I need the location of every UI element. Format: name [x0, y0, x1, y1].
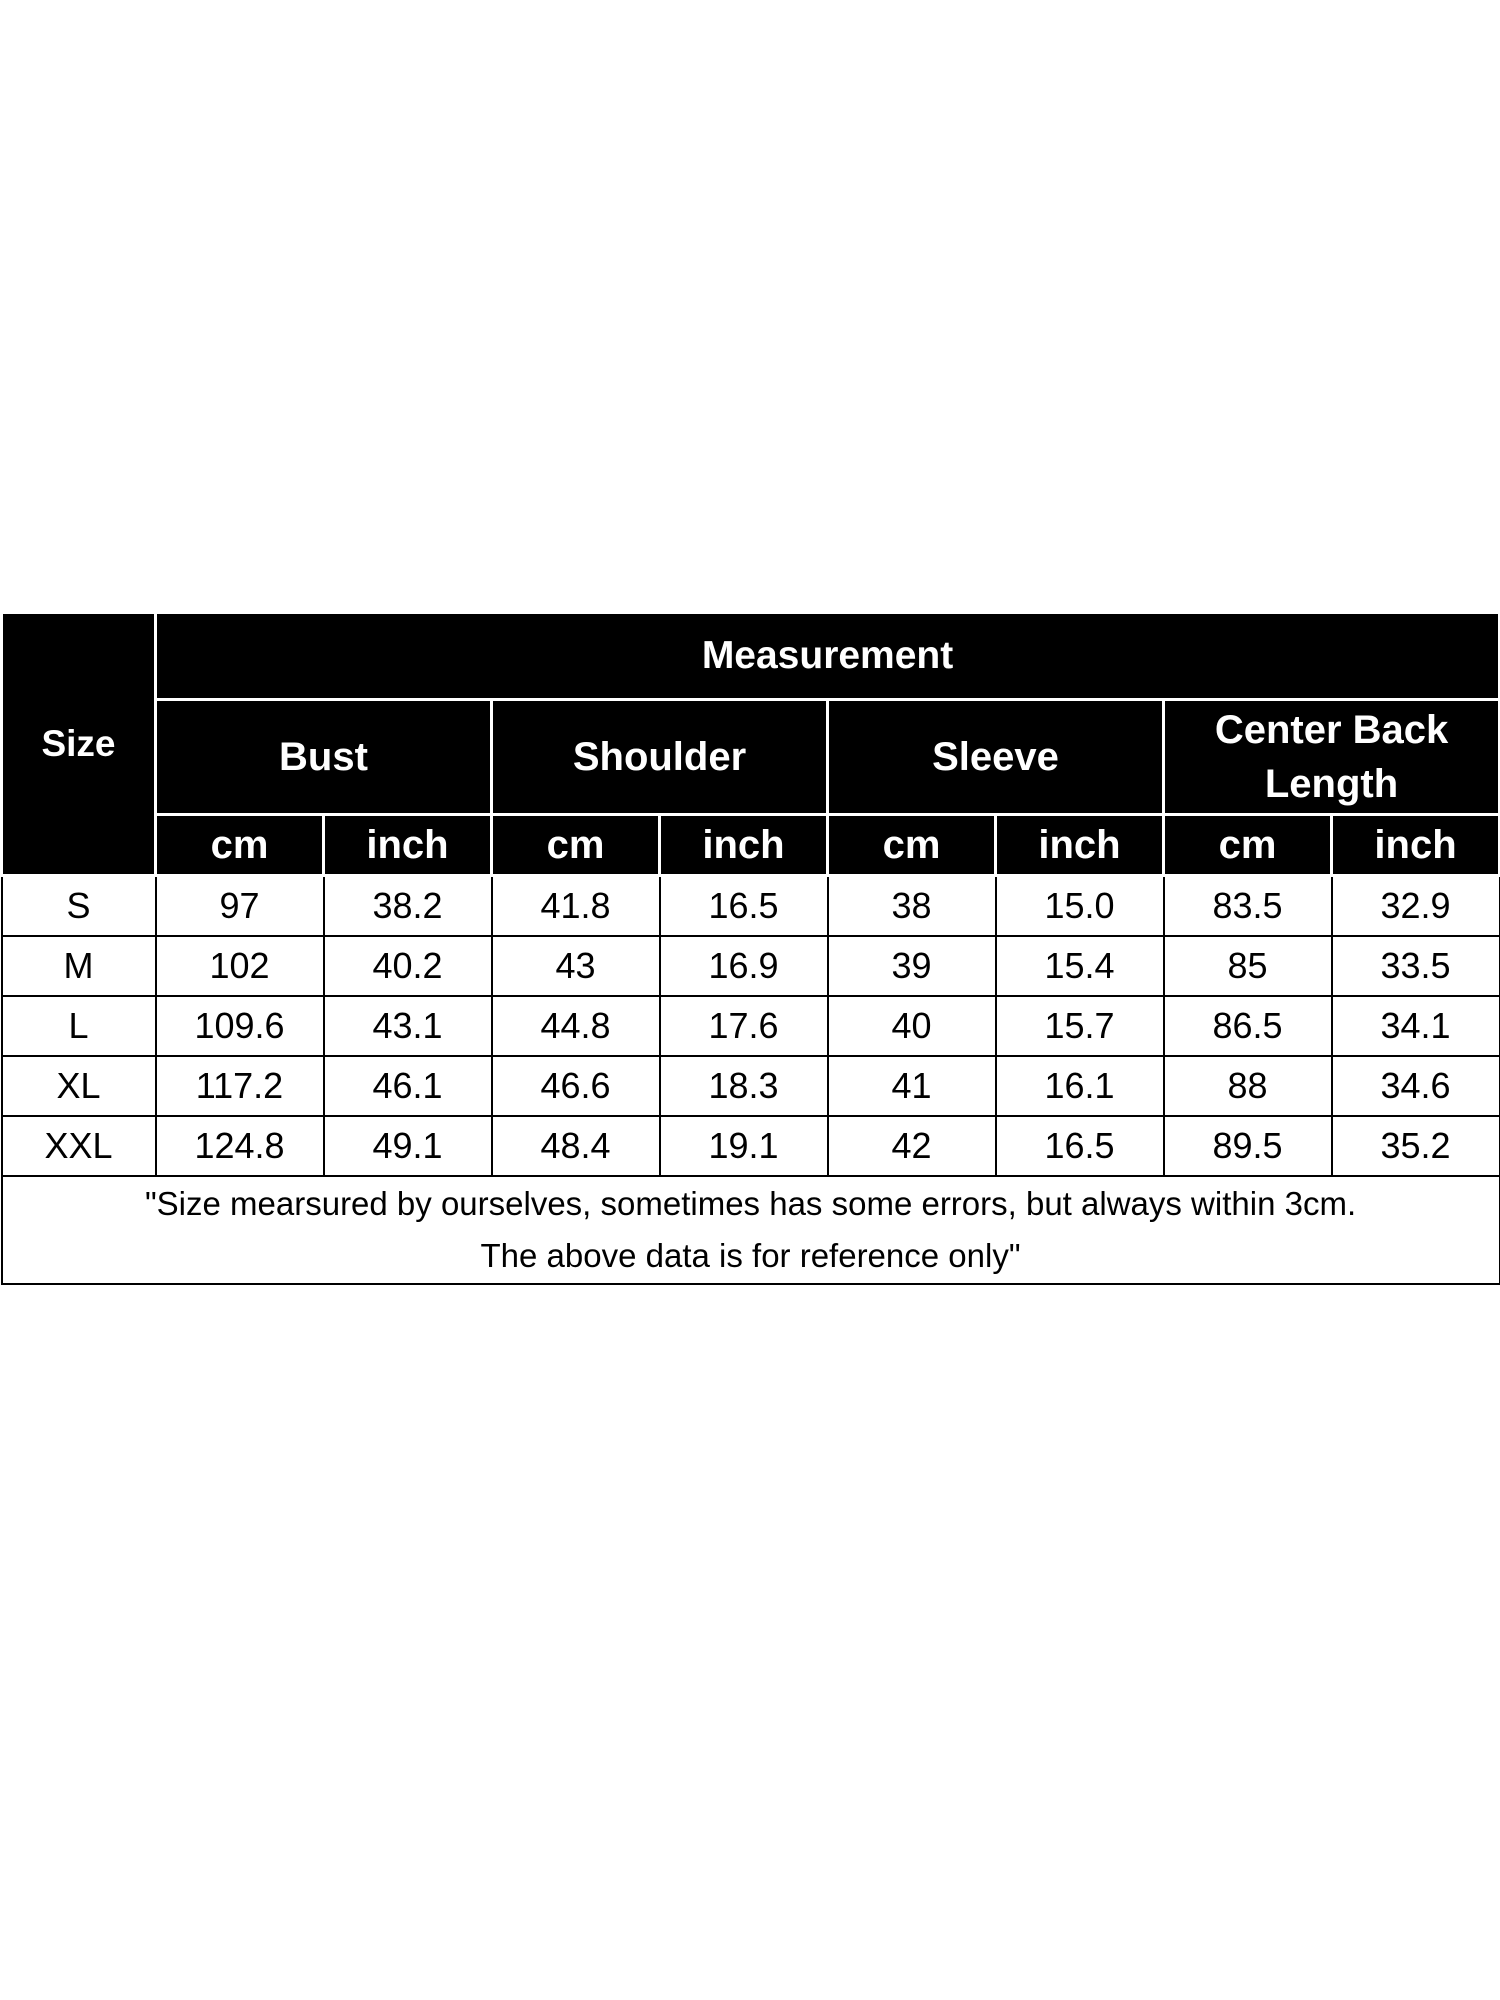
unit-header: inch — [996, 815, 1164, 876]
unit-header: inch — [660, 815, 828, 876]
unit-header: cm — [828, 815, 996, 876]
table-cell: 34.6 — [1332, 1056, 1500, 1116]
table-cell: 15.0 — [996, 876, 1164, 937]
unit-header: cm — [1164, 815, 1332, 876]
table-row — [2, 996, 1500, 1056]
center-back-length-line1: Center Back — [1214, 708, 1449, 752]
table-cell: 39 — [828, 936, 996, 996]
table-cell: 89.5 — [1164, 1116, 1332, 1176]
table-cell: 46.1 — [324, 1056, 492, 1116]
table-cell: 15.7 — [996, 996, 1164, 1056]
table-cell: 16.9 — [660, 936, 828, 996]
size-cell: XL — [2, 1056, 156, 1116]
table-cell: 41 — [828, 1056, 996, 1116]
table-cell: 32.9 — [1332, 876, 1500, 937]
unit-header: inch — [1332, 815, 1500, 876]
table-cell: 86.5 — [1164, 996, 1332, 1056]
table-row — [2, 876, 1500, 937]
table-cell: 19.1 — [660, 1116, 828, 1176]
note-row — [2, 1176, 1500, 1284]
table-cell: 16.5 — [660, 876, 828, 937]
unit-header: cm — [492, 815, 660, 876]
size-chart — [0, 611, 1498, 1285]
table-cell: 40 — [828, 996, 996, 1056]
note-line-2: The above data is for reference only" — [480, 1237, 1021, 1274]
table-cell: 102 — [156, 936, 324, 996]
table-cell: 33.5 — [1332, 936, 1500, 996]
table-cell: 49.1 — [324, 1116, 492, 1176]
size-cell: L — [2, 996, 156, 1056]
table-cell: 18.3 — [660, 1056, 828, 1116]
table-cell: 83.5 — [1164, 876, 1332, 937]
center-back-length-line2: Length — [1264, 762, 1399, 806]
size-cell: M — [2, 936, 156, 996]
table-cell: 38.2 — [324, 876, 492, 937]
table-row — [2, 936, 1500, 996]
size-chart-table — [0, 611, 1500, 1285]
table-cell: 117.2 — [156, 1056, 324, 1116]
table-cell: 16.1 — [996, 1056, 1164, 1116]
table-cell: 43.1 — [324, 996, 492, 1056]
sleeve-header: Sleeve — [828, 700, 1164, 815]
table-cell: 41.8 — [492, 876, 660, 937]
center-back-length-header — [1164, 700, 1500, 815]
table-cell: 43 — [492, 936, 660, 996]
unit-header: inch — [324, 815, 492, 876]
note-line-1: "Size mearsured by ourselves, sometimes has some errors, but always within 3cm. — [144, 1185, 1357, 1222]
table-cell: 85 — [1164, 936, 1332, 996]
table-cell: 124.8 — [156, 1116, 324, 1176]
table-cell: 35.2 — [1332, 1116, 1500, 1176]
size-cell: S — [2, 876, 156, 937]
table-cell: 15.4 — [996, 936, 1164, 996]
size-cell: XXL — [2, 1116, 156, 1176]
table-cell: 48.4 — [492, 1116, 660, 1176]
shoulder-header: Shoulder — [492, 700, 828, 815]
table-cell: 97 — [156, 876, 324, 937]
table-cell: 16.5 — [996, 1116, 1164, 1176]
table-row — [2, 1116, 1500, 1176]
table-cell: 44.8 — [492, 996, 660, 1056]
table-cell: 46.6 — [492, 1056, 660, 1116]
table-cell: 42 — [828, 1116, 996, 1176]
table-cell: 38 — [828, 876, 996, 937]
bust-header: Bust — [156, 700, 492, 815]
table-cell: 34.1 — [1332, 996, 1500, 1056]
measurement-note — [2, 1176, 1500, 1284]
table-cell: 17.6 — [660, 996, 828, 1056]
table-cell: 109.6 — [156, 996, 324, 1056]
size-header: Size — [2, 613, 156, 876]
measurement-header: Measurement — [156, 613, 1500, 700]
unit-header: cm — [156, 815, 324, 876]
table-cell: 40.2 — [324, 936, 492, 996]
table-row — [2, 1056, 1500, 1116]
table-cell: 88 — [1164, 1056, 1332, 1116]
